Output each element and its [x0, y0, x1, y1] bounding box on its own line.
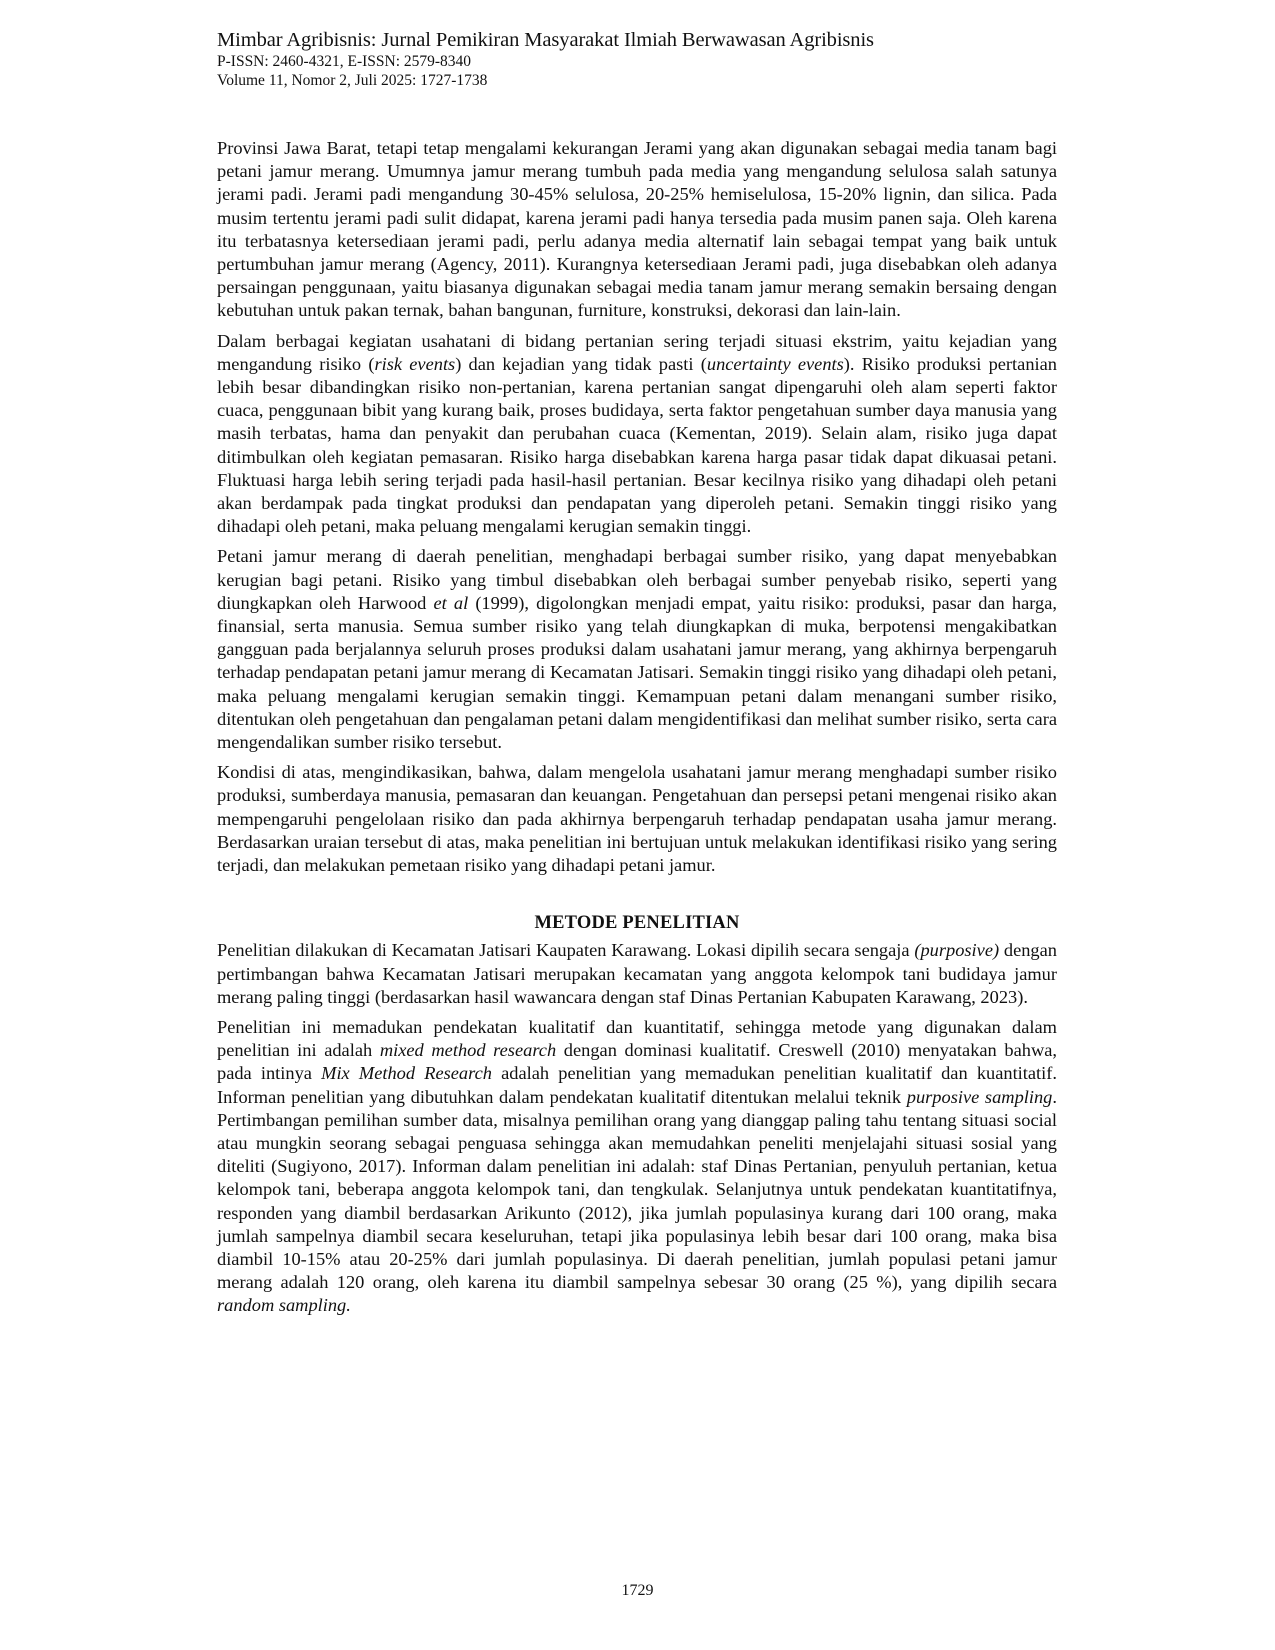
- body-paragraph-1: Provinsi Jawa Barat, tetapi tetap mengalami kekurangan Jerami yang akan digunakan sebagai media tanam bagi petani jamur merang. Umumnya jamur merang tumbuh pada media yang mengandung selulosa salah satunya jerami padi. Jerami padi mengandung 30-45% selulosa, 20-25% hemiselulosa, 15-20% lignin, dan silica. Pada musim tertentu jerami padi sulit didapat, karena jerami padi hanya tersedia pada musim panen saja. Oleh karena itu terbatasnya ketersediaan jerami padi, perlu adanya media alternatif lain sebagai tempat yang baik untuk pertumbuhan jamur merang (Agency, 2011). Kurangnya ketersediaan Jerami padi, juga disebabkan oleh adanya persaingan penggunaan, yaitu biasanya digunakan sebagai media tanam jamur merang semakin bersaing dengan kebutuhan untuk pakan ternak, bahan bangunan, furniture, konstruksi, dekorasi dan lain-lain.: [217, 138, 1057, 321]
- body-paragraph-6: [217, 1016, 1057, 1318]
- italic-term: (purposive): [914, 940, 1000, 961]
- italic-term: mixed method research: [379, 1040, 557, 1061]
- text-run: Penelitian ini memadukan pendekatan kualitatif dan kuantitatif, sehingga metode yang digunakan dalam penelitian ini adalah: [217, 1016, 1057, 1061]
- italic-term: et al: [433, 592, 469, 613]
- text-run: adalah penelitian yang memadukan penelitian kualitatif dan kuantitatif. Informan penelitian yang dibutuhkan dalam pendekatan kualitatif ditentukan melalui teknik: [217, 1063, 1058, 1107]
- text-run: ) dan kejadian yang tidak pasti (: [455, 353, 707, 374]
- article-body: [217, 137, 1057, 1325]
- issn-line: P-ISSN: 2460-4321, E-ISSN: 2579-8340: [217, 53, 472, 70]
- italic-term: purposive sampling: [906, 1086, 1053, 1107]
- text-run: dengan pertimbangan bahwa Kecamatan Jatisari merupakan kecamatan yang anggota kelompok tani budidaya jamur merang paling tinggi (berdasarkan hasil wawancara dengan staf Dinas Pertanian Kabupaten Karawang, 2023).: [217, 940, 1057, 1007]
- italic-term: random sampling.: [217, 1295, 351, 1316]
- italic-term: uncertainty events: [706, 353, 844, 374]
- page-number: 1729: [621, 1582, 654, 1599]
- italic-term: risk events: [374, 353, 456, 374]
- text-run: Dalam berbagai kegiatan usahatani di bidang pertanian sering terjadi situasi ekstrim, yaitu kejadian yang mengandung risiko (: [217, 330, 1057, 374]
- body-paragraph-5: [217, 939, 1057, 1009]
- text-run: (1999), digolongkan menjadi empat, yaitu risiko: produksi, pasar dan harga, finansial, serta manusia. Semua sumber risiko yang telah diungkapkan di muka, berpotensi mengakibatkan gangguan pada berjalannya seluruh proses produksi dalam usahatani jamur merang, yang akhirnya berpengaruh terhadap pendapatan petani jamur merang di Kecamatan Jatisari. Semakin tinggi risiko yang dihadapi oleh petani, maka peluang mengalami kerugian semakin tinggi. Kemampuan petani dalam menangani sumber risiko, ditentukan oleh pengetahuan dan pengalaman petani dalam mengidentifikasi dan melihat sumber risiko, serta cara mengendalikan sumber risiko tersebut.: [217, 592, 1057, 753]
- text-run: dengan dominasi kualitatif. Creswell (2010) menyatakan bahwa, pada intinya: [217, 1040, 1057, 1084]
- body-paragraph-3: [217, 545, 1057, 754]
- journal-title: Mimbar Agribisnis: Jurnal Pemikiran Masyarakat Ilmiah Berwawasan Agribisnis: [217, 29, 874, 51]
- text-run: . Pertimbangan pemilihan sumber data, misalnya pemilihan orang yang dianggap paling tahu tentang situasi social atau mungkin seorang sebagai penguasa sehingga akan memudahkan peneliti menjelajahi situasi sosial yang diteliti (Sugiyono, 2017). Informan dalam penelitian ini adalah: staf Dinas Pertanian, penyuluh pertanian, ketua kelompok tani, beberapa anggota kelompok tani, dan tengkulak. Selanjutnya untuk pendekatan kuantitatifnya, responden yang diambil berdasarkan Arikunto (2012), jika jumlah populasinya kurang dari 100 orang, maka jumlah sampelnya diambil secara keseluruhan, tetapi jika populasinya lebih besar dari 100 orang, maka bisa diambil 10-15% atau 20-25% dari jumlah populasinya. Di daerah penelitian, jumlah populasi petani jamur merang adalah 120 orang, oleh karena itu diambil sampelnya sebesar 30 orang (25 %), yang dipilih secara: [217, 1086, 1057, 1293]
- running-header: [217, 28, 1057, 90]
- text-run: ). Risiko produksi pertanian lebih besar dibandingkan risiko non-pertanian, karena pertanian sangat dipengaruhi oleh alam seperti faktor cuaca, penggunaan bibit yang kurang baik, proses budidaya, serta faktor pengetahuan sumber daya manusia yang masih terbatas, hama dan penyakit dan perubahan cuaca (Kementan, 2019). Selain alam, risiko juga dapat ditimbulkan oleh kegiatan pemasaran. Risiko harga disebabkan karena harga pasar tidak dapat dikuasai petani. Fluktuasi harga lebih sering terjadi pada hasil-hasil pertanian. Besar kecilnya risiko yang dihadapi oleh petani akan berdampak pada tingkat produksi dan pendapatan yang diperoleh petani. Semakin tinggi risiko yang dihadapi oleh petani, maka peluang mengalami kerugian semakin tinggi.: [217, 353, 1057, 537]
- body-paragraph-2: [217, 330, 1057, 539]
- text-run: Petani jamur merang di daerah penelitian, menghadapi berbagai sumber risiko, yang dapat menyebabkan kerugian bagi petani. Risiko yang timbul disebabkan oleh berbagai sumber penyebab risiko, seperti yang diungkapkan oleh Harwood: [217, 546, 1057, 613]
- body-paragraph-4: Kondisi di atas, mengindikasikan, bahwa, dalam mengelola usahatani jamur merang menghadapi sumber risiko produksi, sumberdaya manusia, pemasaran dan keuangan. Pengetahuan dan persepsi petani mengenai risiko akan mempengaruhi pengelolaan risiko dan pada akhirnya berpengaruh terhadap pendapatan usaha jamur merang. Berdasarkan uraian tersebut di atas, maka penelitian ini bertujuan untuk melakukan identifikasi risiko yang sering terjadi, dan melakukan pemetaan risiko yang dihadapi petani jamur.: [217, 762, 1057, 876]
- italic-term: Mix Method Research: [321, 1063, 492, 1084]
- section-heading: METODE PENELITIAN: [534, 913, 740, 934]
- text-run: Penelitian dilakukan di Kecamatan Jatisari Kaupaten Karawang. Lokasi dipilih secara sengaja: [217, 940, 915, 961]
- volume-line: Volume 11, Nomor 2, Juli 2025: 1727-1738: [217, 72, 488, 89]
